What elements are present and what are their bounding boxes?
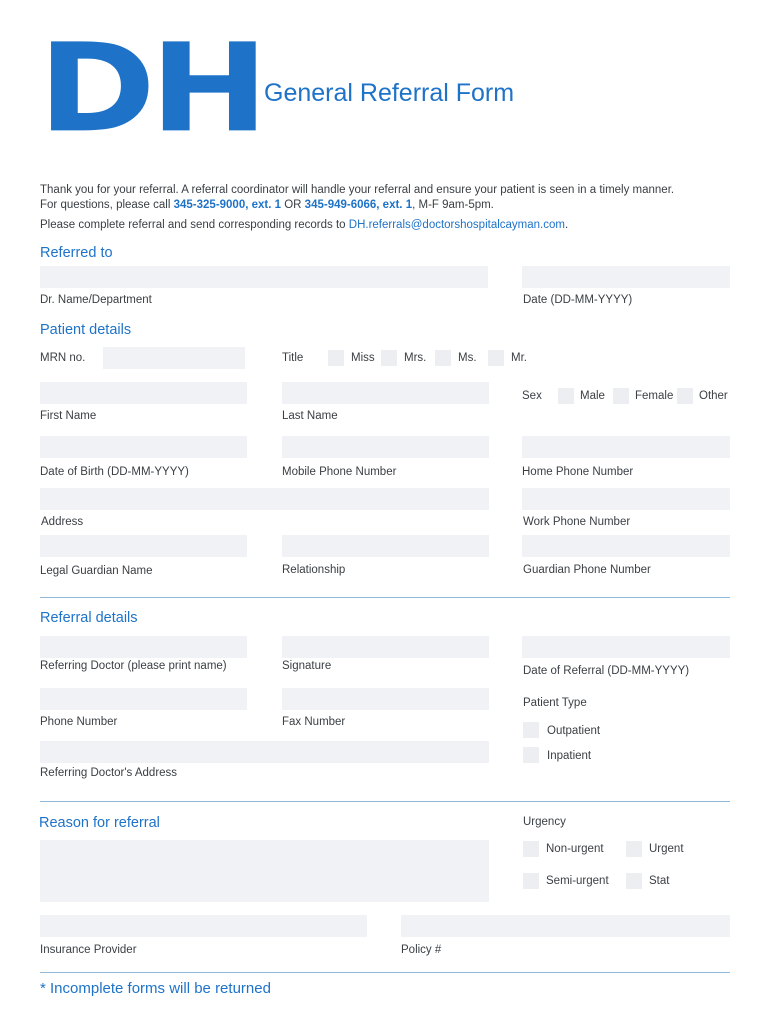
form-title: General Referral Form bbox=[264, 79, 515, 107]
doctor-department-label: Dr. Name/Department bbox=[40, 294, 152, 306]
referring-doctor-label: Referring Doctor (please print name) bbox=[40, 660, 227, 672]
title-miss-label: Miss bbox=[351, 352, 375, 364]
title-mrs-label: Mrs. bbox=[404, 352, 427, 364]
patient-type-label: Patient Type bbox=[523, 697, 587, 709]
title-mrs-checkbox[interactable] bbox=[381, 350, 397, 366]
section-referral-details: Referral details bbox=[40, 610, 138, 626]
home-phone-input[interactable] bbox=[522, 436, 730, 458]
sex-male-label: Male bbox=[580, 390, 605, 402]
incomplete-forms-notice: * Incomplete forms will be returned bbox=[40, 980, 271, 997]
divider-reason bbox=[40, 972, 730, 973]
sex-other-checkbox[interactable] bbox=[677, 388, 693, 404]
referring-address-input[interactable] bbox=[40, 741, 489, 763]
intro-records-prefix: Please complete referral and send corresponding records to bbox=[40, 219, 349, 231]
last-name-label: Last Name bbox=[282, 410, 338, 422]
last-name-input[interactable] bbox=[282, 382, 489, 404]
urgent-label: Urgent bbox=[649, 843, 684, 855]
phone-number-input[interactable] bbox=[40, 688, 247, 710]
email-link[interactable]: DH.referrals@doctorshospitalcayman.com bbox=[348, 219, 565, 231]
mobile-phone-label: Mobile Phone Number bbox=[282, 466, 397, 478]
stat-checkbox[interactable] bbox=[626, 873, 642, 889]
work-phone-label: Work Phone Number bbox=[523, 516, 631, 528]
intro-thanks: Thank you for your referral. A referral coordinator will handle your referral and ensure your patient is seen in a timely manner. bbox=[40, 184, 675, 196]
signature-label: Signature bbox=[282, 660, 332, 672]
title-ms-checkbox[interactable] bbox=[435, 350, 451, 366]
urgency-label: Urgency bbox=[523, 816, 566, 828]
address-input[interactable] bbox=[40, 488, 489, 510]
first-name-label: First Name bbox=[40, 410, 97, 422]
relationship-input[interactable] bbox=[282, 535, 489, 557]
title-ms-label: Ms. bbox=[458, 352, 477, 364]
title-mr-checkbox[interactable] bbox=[488, 350, 504, 366]
phone-link-2[interactable]: 345-949-6066, ext. 1 bbox=[304, 199, 413, 211]
guardian-name-label: Legal Guardian Name bbox=[40, 565, 153, 577]
guardian-phone-input[interactable] bbox=[522, 535, 730, 557]
mobile-phone-input[interactable] bbox=[282, 436, 489, 458]
sex-other-label: Other bbox=[699, 390, 728, 402]
semi-urgent-label: Semi-urgent bbox=[546, 875, 609, 887]
mrn-label: MRN no. bbox=[40, 352, 86, 364]
work-phone-input[interactable] bbox=[522, 488, 730, 510]
title-mr-label: Mr. bbox=[511, 352, 527, 364]
dob-label: Date of Birth (DD-MM-YYYY) bbox=[40, 466, 189, 478]
sex-female-checkbox[interactable] bbox=[613, 388, 629, 404]
inpatient-label: Inpatient bbox=[547, 750, 592, 762]
guardian-phone-label: Guardian Phone Number bbox=[523, 564, 651, 576]
outpatient-checkbox[interactable] bbox=[523, 722, 539, 738]
divider-patient bbox=[40, 597, 730, 598]
address-label: Address bbox=[41, 516, 84, 528]
mrn-input[interactable] bbox=[103, 347, 245, 369]
section-referred-to: Referred to bbox=[40, 245, 113, 261]
referred-date-input[interactable] bbox=[522, 266, 730, 288]
stat-label: Stat bbox=[649, 875, 670, 887]
non-urgent-checkbox[interactable] bbox=[523, 841, 539, 857]
section-patient-details: Patient details bbox=[40, 322, 132, 338]
referring-doctor-input[interactable] bbox=[40, 636, 247, 658]
referral-date-label: Date of Referral (DD-MM-YYYY) bbox=[523, 665, 690, 677]
section-reason-for-referral: Reason for referral bbox=[39, 815, 160, 831]
intro-questions-prefix: For questions, please call bbox=[40, 199, 174, 211]
policy-number-label: Policy # bbox=[401, 944, 442, 956]
first-name-input[interactable] bbox=[40, 382, 247, 404]
sex-label: Sex bbox=[522, 390, 542, 402]
intro-hours: , M-F 9am-5pm. bbox=[412, 199, 494, 211]
referring-address-label: Referring Doctor's Address bbox=[40, 767, 178, 779]
urgent-checkbox[interactable] bbox=[626, 841, 642, 857]
non-urgent-label: Non-urgent bbox=[546, 843, 604, 855]
reason-textarea[interactable] bbox=[40, 840, 489, 902]
dob-input[interactable] bbox=[40, 436, 247, 458]
sex-female-label: Female bbox=[635, 390, 674, 402]
sex-male-checkbox[interactable] bbox=[558, 388, 574, 404]
insurance-provider-label: Insurance Provider bbox=[40, 944, 137, 956]
home-phone-label: Home Phone Number bbox=[522, 466, 634, 478]
intro-records-suffix: . bbox=[564, 219, 569, 231]
intro-questions bbox=[40, 199, 494, 211]
intro-records bbox=[40, 219, 568, 231]
fax-number-input[interactable] bbox=[282, 688, 489, 710]
intro-or: OR bbox=[281, 199, 305, 211]
insurance-provider-input[interactable] bbox=[40, 915, 367, 937]
signature-input[interactable] bbox=[282, 636, 489, 658]
semi-urgent-checkbox[interactable] bbox=[523, 873, 539, 889]
dh-logo: DH bbox=[38, 17, 263, 160]
inpatient-checkbox[interactable] bbox=[523, 747, 539, 763]
outpatient-label: Outpatient bbox=[547, 725, 601, 737]
referral-date-input[interactable] bbox=[522, 636, 730, 658]
policy-number-input[interactable] bbox=[401, 915, 730, 937]
divider-referral bbox=[40, 801, 730, 802]
doctor-department-input[interactable] bbox=[40, 266, 488, 288]
phone-number-label: Phone Number bbox=[40, 716, 118, 728]
guardian-name-input[interactable] bbox=[40, 535, 247, 557]
title-miss-checkbox[interactable] bbox=[328, 350, 344, 366]
phone-link-1[interactable]: 345-325-9000, ext. 1 bbox=[173, 199, 282, 211]
relationship-label: Relationship bbox=[282, 564, 346, 576]
referred-date-label: Date (DD-MM-YYYY) bbox=[523, 294, 633, 306]
fax-number-label: Fax Number bbox=[282, 716, 346, 728]
title-label: Title bbox=[282, 352, 304, 364]
